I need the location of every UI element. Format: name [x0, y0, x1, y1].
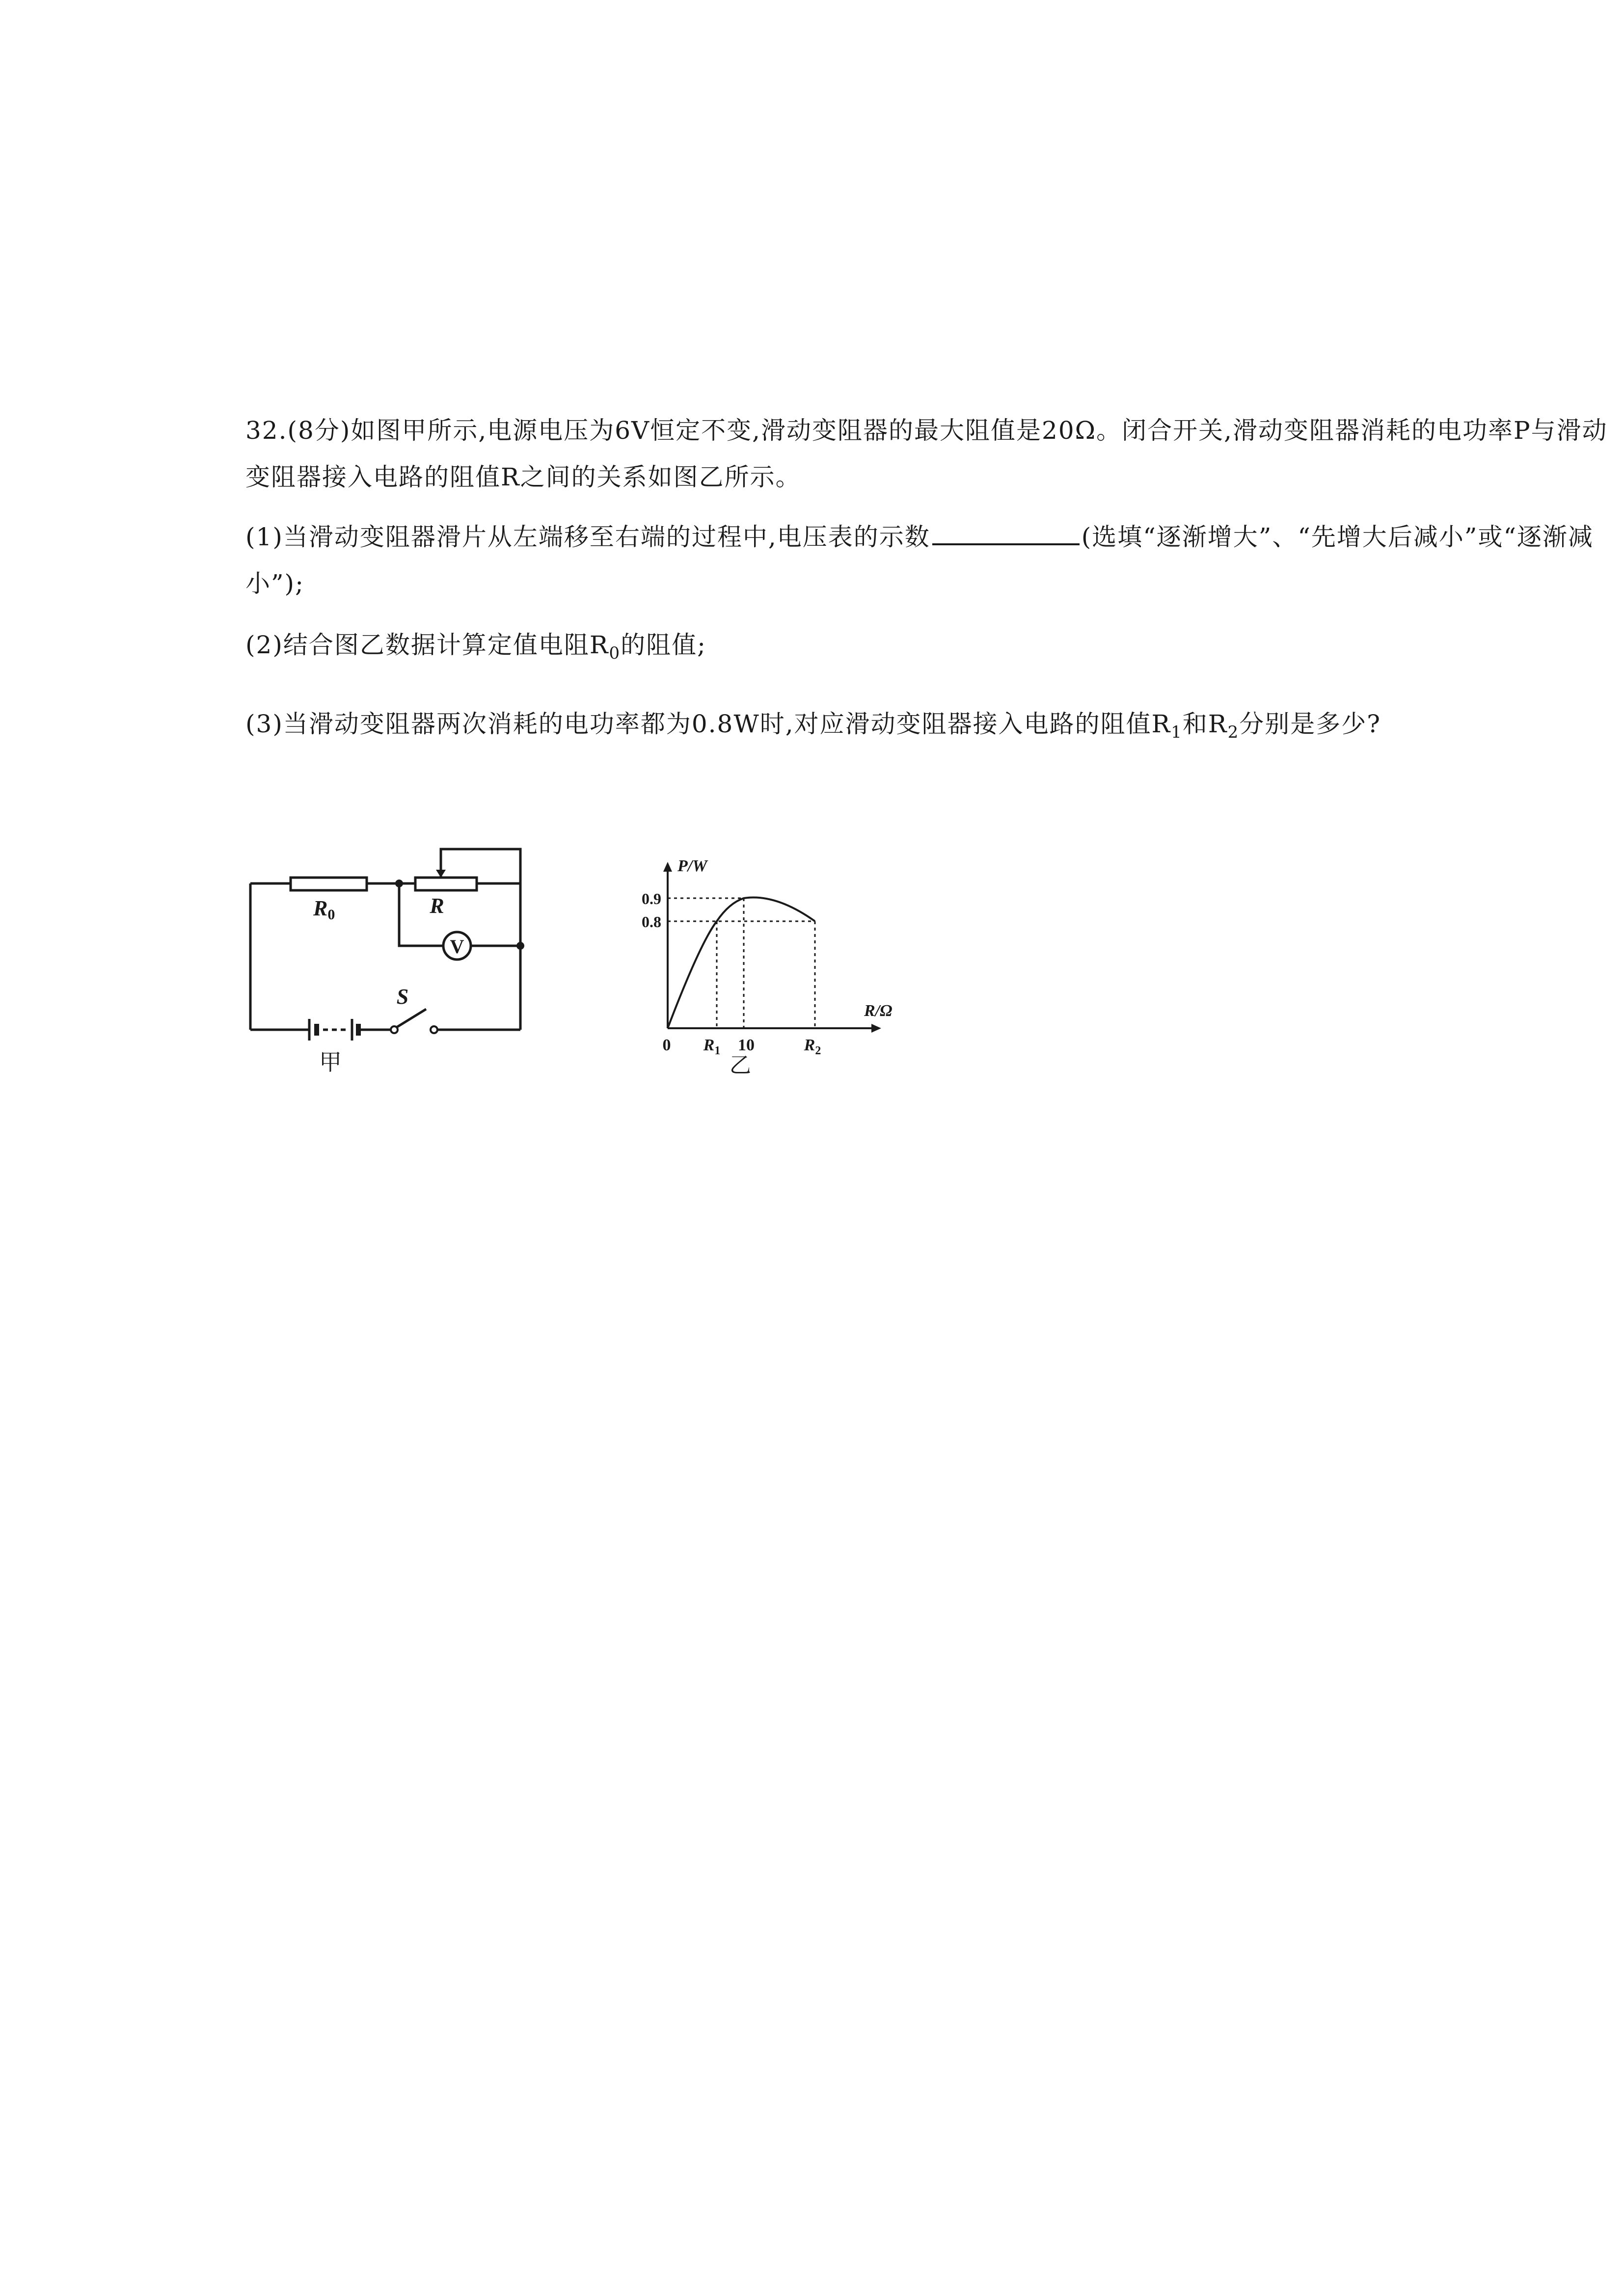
junction-dot	[395, 880, 403, 887]
label-r0: R0	[313, 896, 335, 923]
y-tick-0.8: 0.8	[642, 913, 661, 931]
sub-question-1-text-before: (1)当滑动变阻器滑片从左端移至右端的过程中,电压表的示数	[245, 523, 930, 551]
graph-svg	[614, 854, 908, 1099]
circuit-svg	[241, 844, 540, 1099]
sub-question-1	[245, 514, 1610, 607]
switch-contact-left	[391, 1026, 398, 1033]
x-tick-r2: $R_2$	[804, 1036, 821, 1057]
answer-blank[interactable]	[932, 519, 1080, 545]
voltmeter-label: V	[450, 935, 464, 958]
y-axis-arrow-icon	[663, 862, 672, 872]
circuit-diagram	[241, 844, 540, 1099]
switch-blade	[394, 1009, 426, 1029]
y-tick-0.9: 0.9	[642, 890, 661, 908]
x-tick-10: 10	[738, 1036, 755, 1054]
x-axis-label: R/Ω	[864, 1002, 893, 1020]
subscript-2: 2	[1227, 722, 1240, 742]
sub-question-3-text-before: (3)当滑动变阻器两次消耗的电功率都为0.8W时,对应滑动变阻器接入电路的阻值R	[245, 710, 1171, 738]
label-r: R	[430, 894, 444, 918]
y-axis-label: P/W	[677, 857, 707, 875]
resistor-r	[415, 878, 477, 890]
sub-question-2	[245, 622, 1610, 668]
sub-question-2-text-before: (2)结合图乙数据计算定值电阻R	[245, 631, 609, 659]
subscript-0: 0	[609, 643, 621, 663]
x-tick-r1: $R_1$	[703, 1036, 721, 1057]
sub-question-2-text-after: 的阻值;	[621, 631, 706, 659]
origin-label: 0	[662, 1036, 671, 1054]
question-stem	[245, 407, 1610, 501]
subscript-1: 1	[1171, 722, 1183, 742]
switch-contact-right	[431, 1026, 437, 1033]
sub-question-3-text-after: 分别是多少?	[1239, 710, 1381, 738]
battery	[309, 1019, 358, 1041]
sub-question-1-text-after: (选填“逐渐增大”、“先增大后减小”或“逐渐减小”);	[245, 523, 1594, 598]
question-stem-text: 32.(8分)如图甲所示,电源电压为6V恒定不变,滑动变阻器的最大阻值是20Ω。闭合开关,滑动变阻器消耗的电功率P与滑动变阻器接入电路的阻值R之间的关系如图乙所示。	[245, 416, 1608, 491]
power-curve	[668, 898, 815, 1028]
sub-question-3-text-mid: 和R	[1182, 710, 1228, 738]
power-resistance-graph	[614, 854, 908, 1099]
sub-question-3	[245, 701, 1610, 748]
junction-dot	[516, 942, 524, 950]
label-switch: S	[396, 985, 409, 1009]
caption-yi: 乙	[730, 1053, 751, 1077]
x-axis-arrow-icon	[871, 1024, 881, 1033]
caption-jia: 甲	[319, 1050, 342, 1075]
resistor-r0	[291, 878, 367, 890]
